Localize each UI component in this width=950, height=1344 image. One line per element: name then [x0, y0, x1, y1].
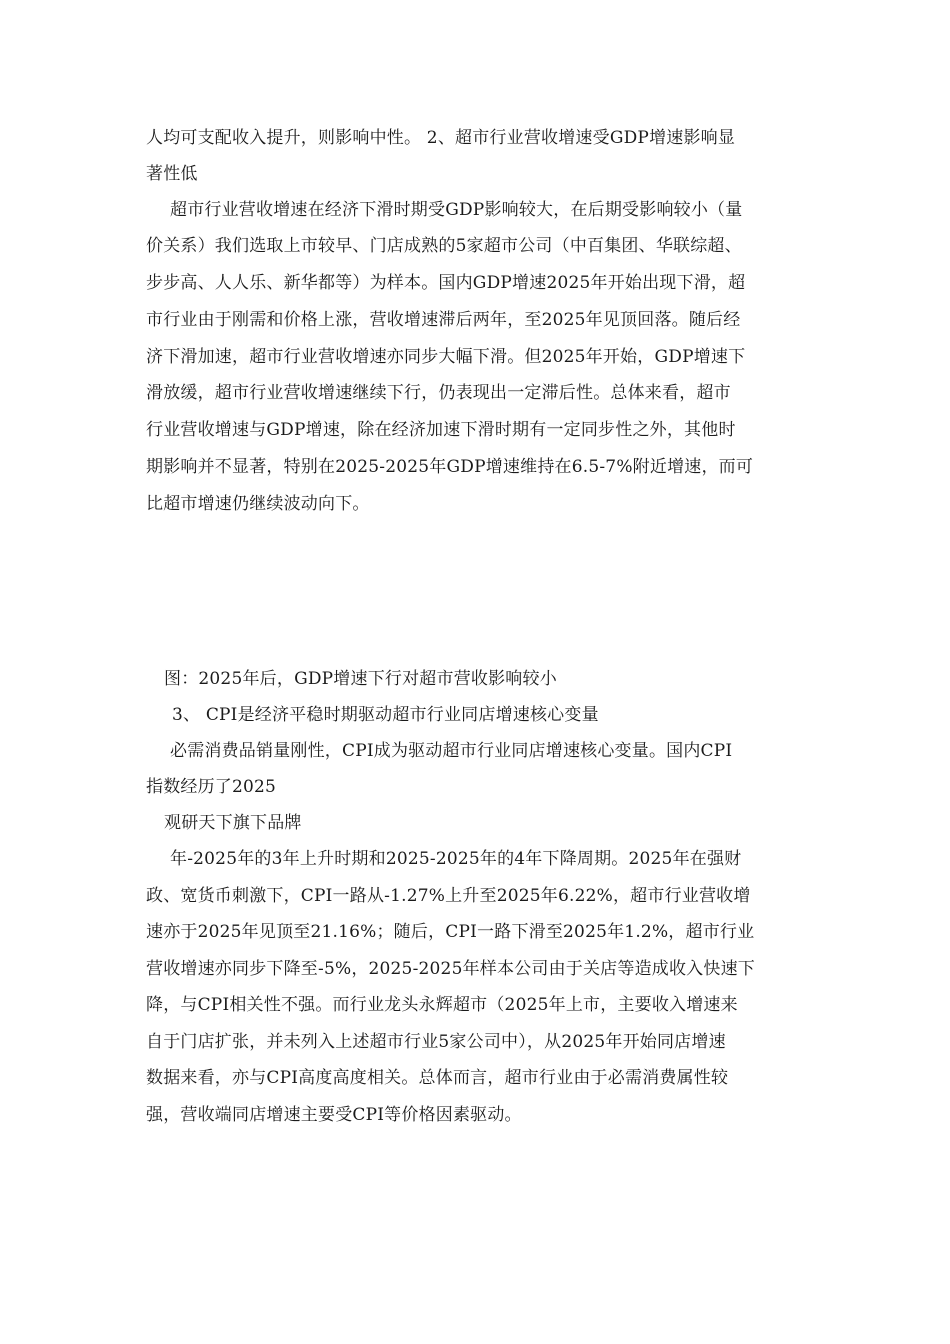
paragraph4-line: 年-2025年的3年上升时期和2025-2025年的4年下降周期。2025年在强财: [170, 849, 742, 869]
paragraph2-line: 市行业由于刚需和价格上涨，营收增速滞后两年，至2025年见顶回落。随后经: [146, 310, 741, 330]
paragraph1-line: 人均可支配收入提升，则影响中性。 2、超市行业营收增速受GDP增速影响显: [146, 128, 736, 148]
paragraph2-line: 行业营收增速与GDP增速，除在经济加速下滑时期有一定同步性之外，其他时: [146, 420, 736, 440]
paragraph3-line: 指数经历了2025: [146, 777, 277, 797]
paragraph2-line: 步步高、人人乐、新华都等）为样本。国内GDP增速2025年开始出现下滑，超: [146, 273, 746, 293]
paragraph4-line: 自于门店扩张，并未列入上述超市行业5家公司中），从2025年开始同店增速: [146, 1032, 726, 1052]
section-heading: 3、 CPI是经济平稳时期驱动超市行业同店增速核心变量: [172, 705, 599, 725]
figure-caption: 图：2025年后，GDP增速下行对超市营收影响较小: [164, 669, 557, 689]
paragraph2-line: 期影响并不显著，特别在2025-2025年GDP增速维持在6.5-7%附近增速，而可: [146, 457, 754, 477]
paragraph4-line: 速亦于2025年见顶至21.16%；随后，CPI一路下滑至2025年1.2%，超市行业: [146, 922, 755, 942]
paragraph2-line: 价关系）我们选取上市较早、门店成熟的5家超市公司（中百集团、华联综超、: [146, 236, 742, 256]
paragraph4-line: 降，与CPI相关性不强。而行业龙头永辉超市（2025年上市，主要收入增速来: [146, 995, 738, 1015]
brand-line: 观研天下旗下品牌: [164, 813, 302, 833]
paragraph4-line: 政、宽货币刺激下，CPI一路从-1.27%上升至2025年6.22%，超市行业营收增: [146, 886, 751, 906]
paragraph3-line: 必需消费品销量刚性，CPI成为驱动超市行业同店增速核心变量。国内CPI: [170, 741, 733, 761]
paragraph4-line: 数据来看，亦与CPI高度高度相关。总体而言，超市行业由于必需消费属性较: [146, 1068, 729, 1088]
paragraph2-line: 比超市增速仍继续波动向下。: [146, 494, 370, 514]
paragraph4-line: 营收增速亦同步下降至-5%，2025-2025年样本公司由于关店等造成收入快速下: [146, 959, 755, 979]
paragraph2-line: 济下滑加速，超市行业营收增速亦同步大幅下滑。但2025年开始，GDP增速下: [146, 347, 746, 367]
paragraph2-line: 超市行业营收增速在经济下滑时期受GDP影响较大，在后期受影响较小（量: [170, 200, 743, 220]
paragraph4-line: 强，营收端同店增速主要受CPI等价格因素驱动。: [146, 1105, 522, 1125]
paragraph1-line: 著性低: [146, 164, 198, 184]
paragraph2-line: 滑放缓，超市行业营收增速继续下行，仍表现出一定滞后性。总体来看，超市: [146, 383, 731, 403]
